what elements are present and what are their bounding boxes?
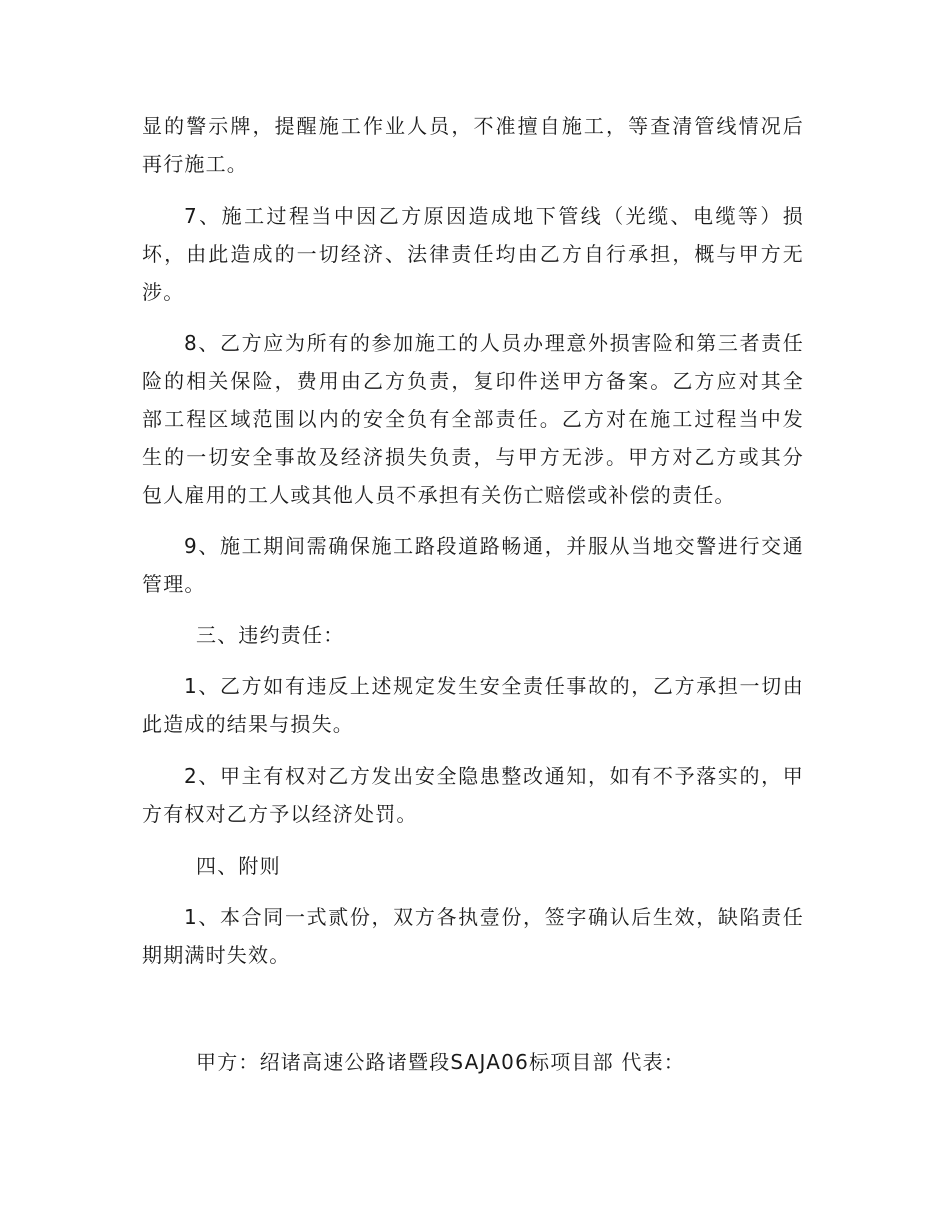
text-line: 此造成的结果与损失。 xyxy=(142,712,354,736)
section-heading-breach: 三、违约责任： xyxy=(196,623,345,647)
appendix-clause-1-line: 1、本合同一式贰份，双方各执壹份，签字确认后生效，缺陷责任 xyxy=(184,905,804,929)
clause-9-line: 9、施工期间需确保施工路段道路畅通，并服从当地交警进行交通 xyxy=(184,534,804,558)
clause-7-line: 7、施工过程当中因乙方原因造成地下管线（光缆、电缆等）损 xyxy=(184,204,804,228)
text-line: 显的警示牌，提醒施工作业人员，不准擅自施工，等查清管线情况后 xyxy=(142,114,804,138)
text-line: 方有权对乙方予以经济处罚。 xyxy=(142,802,418,826)
text-line: 生的一切安全事故及经济损失负责，与甲方无涉。甲方对乙方或其分 xyxy=(142,445,804,469)
text-line: 坏，由此造成的一切经济、法律责任均由乙方自行承担，概与甲方无 xyxy=(142,242,804,266)
text-line: 管理。 xyxy=(142,572,206,596)
text-line: 部工程区域范围以内的安全负有全部责任。乙方对在施工过程当中发 xyxy=(142,407,804,431)
text-line: 包人雇用的工人或其他人员不承担有关伤亡赔偿或补偿的责任。 xyxy=(142,483,736,507)
breach-clause-2-line: 2、甲主有权对乙方发出安全隐患整改通知，如有不予落实的，甲 xyxy=(184,764,804,788)
text-line: 再行施工。 xyxy=(142,152,248,176)
text-line: 期期满时失效。 xyxy=(142,943,291,967)
text-line: 险的相关保险，费用由乙方负责，复印件送甲方备案。乙方应对其全 xyxy=(142,369,804,393)
text-line: 涉。 xyxy=(142,280,185,304)
section-heading-appendix: 四、附则 xyxy=(196,854,281,878)
party-a-signature-line: 甲方：绍诸高速公路诸暨段SAJA06标项目部 代表： xyxy=(196,1050,685,1074)
clause-8-line: 8、乙方应为所有的参加施工的人员办理意外损害险和第三者责任 xyxy=(184,331,804,355)
breach-clause-1-line: 1、乙方如有违反上述规定发生安全责任事故的，乙方承担一切由 xyxy=(184,674,804,698)
